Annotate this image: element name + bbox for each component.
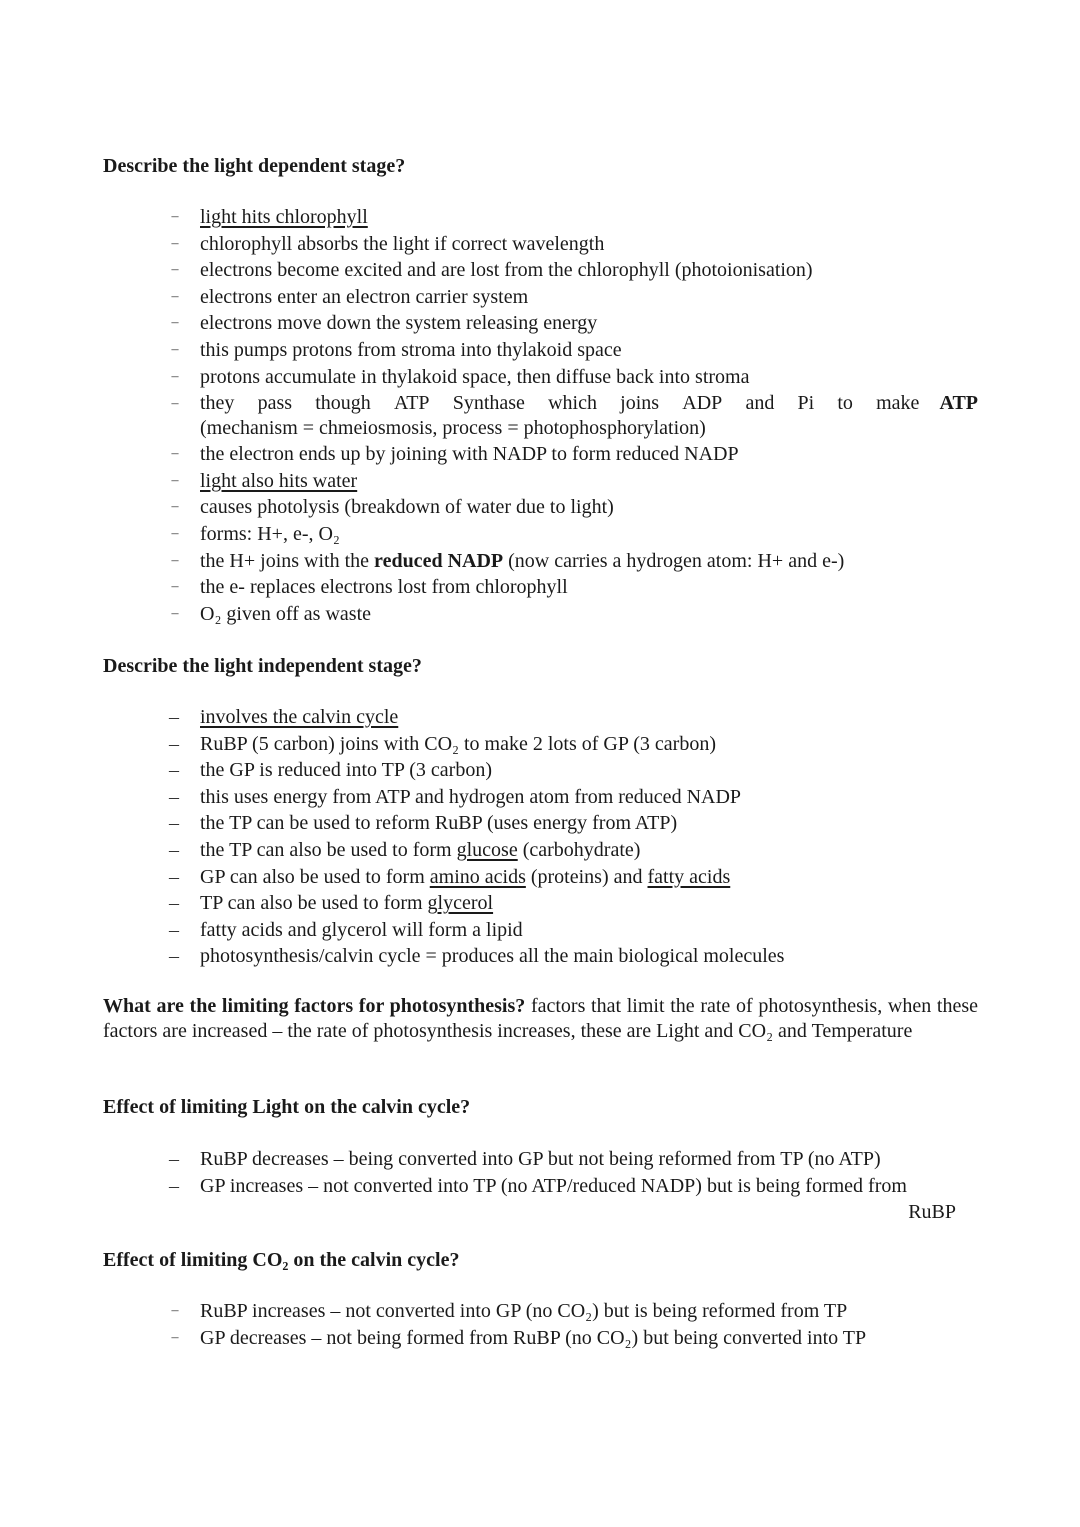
- list-item: – chlorophyll absorbs the light if correct wavelength: [171, 232, 605, 255]
- limiting-factors-paragraph: What are the limiting factors for photosynthesis? factors that limit the rate of photosynthesis, when these factors are increased – the rate of photosynthesis increases, these are Light and CO₂ and Temperature: [103, 995, 979, 1042]
- list-item: – protons accumulate in thylakoid space, then diffuse back into stroma: [171, 365, 750, 388]
- heading-limiting-co2: Effect of limiting CO₂ on the calvin cycle?: [103, 1249, 460, 1271]
- limiting-co2-list: [171, 1298, 980, 1351]
- light-dependent-list: [171, 204, 980, 627]
- list-item: – O₂ given off as waste: [171, 602, 372, 625]
- list-item: – photosynthesis/calvin cycle = produces all the main biological molecules: [169, 945, 785, 968]
- list-item: – GP increases – not converted into TP (no ATP/reduced NADP) but is being formed from RuBP: [169, 1174, 956, 1223]
- list-item: – GP can also be used to form amino acids (proteins) and fatty acids: [169, 865, 731, 888]
- list-item: – TP can also be used to form glycerol: [169, 892, 494, 915]
- list-item: – they pass though ATP Synthase which joins ADP and Pi to make ATP (mechanism = chmeiosmosis, process = photophosphorylation): [171, 392, 978, 440]
- list-item: – the GP is reduced into TP (3 carbon): [169, 759, 492, 782]
- list-item: – the TP can be used to reform RuBP (uses energy from ATP): [169, 812, 678, 835]
- heading-light-dependent: Describe the light dependent stage?: [103, 155, 406, 177]
- list-item: – the TP can also be used to form glucose (carbohydrate): [169, 838, 641, 861]
- list-item: – the H+ joins with the reduced NADP (now carries a hydrogen atom: H+ and e-): [171, 549, 845, 572]
- list-item: – electrons enter an electron carrier system: [171, 285, 529, 308]
- list-item: – electrons become excited and are lost from the chlorophyll (photoionisation): [171, 259, 813, 282]
- limiting-light-list: [169, 1146, 978, 1225]
- list-item: – this uses energy from ATP and hydrogen atom from reduced NADP: [169, 785, 742, 808]
- list-item: – forms: H+, e-, O₂: [171, 522, 340, 545]
- heading-limiting-light: Effect of limiting Light on the calvin cycle?: [103, 1096, 471, 1118]
- list-item: – electrons move down the system releasing energy: [171, 312, 598, 335]
- list-item: – fatty acids and glycerol will form a lipid: [169, 918, 523, 941]
- list-item: – RuBP (5 carbon) joins with CO₂ to make 2 lots of GP (3 carbon): [169, 732, 716, 755]
- list-item: – light also hits water: [171, 469, 358, 492]
- heading-light-independent: Describe the light independent stage?: [103, 655, 422, 677]
- atp-synthase-text: they pass though ATP Synthase which joins ADP and Pi to make: [200, 392, 920, 415]
- light-independent-list: [169, 704, 980, 970]
- list-item: – the e- replaces electrons lost from chlorophyll: [171, 576, 568, 599]
- list-item: – GP decreases – not being formed from RuBP (no CO₂) but being converted into TP: [171, 1326, 867, 1349]
- list-item: – this pumps protons from stroma into thylakoid space: [171, 338, 622, 361]
- list-item: – light hits chlorophyll: [171, 206, 368, 228]
- list-item: – RuBP increases – not converted into GP (no CO₂) but is being reformed from TP: [171, 1300, 848, 1322]
- list-item: – the electron ends up by joining with NADP to form reduced NADP: [171, 443, 739, 466]
- list-item: – causes photolysis (breakdown of water due to light): [171, 496, 614, 519]
- list-item: – involves the calvin cycle: [169, 706, 399, 728]
- list-item: – RuBP decreases – being converted into GP but not being reformed from TP (no ATP): [169, 1148, 881, 1170]
